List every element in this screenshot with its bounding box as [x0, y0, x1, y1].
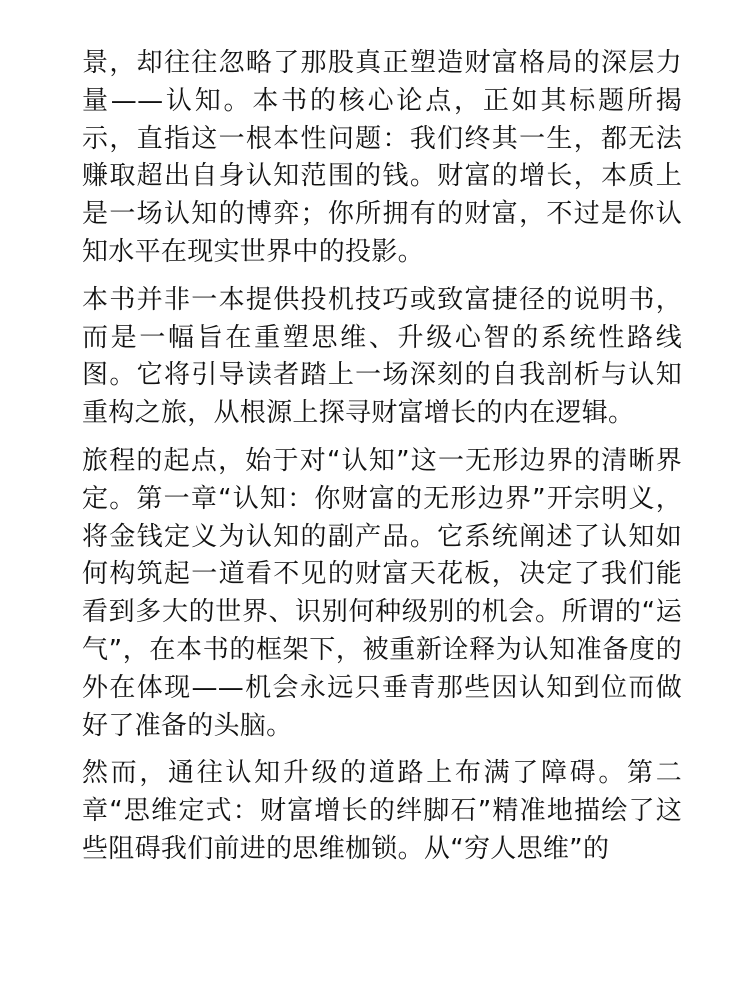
- paragraph-1: 景，却往往忽略了那股真正塑造财富格局的深层力量——认知。本书的核心论点，正如其标题所揭示，直指这一根本性问题：我们终其一生，都无法赚取超出自身认知范围的钱。财富的增长，本质上是一场认知的博弈；你所拥有的财富，不过是你认知水平在现实世界中的投影。: [82, 48, 682, 267]
- paragraph-2: 本书并非一本提供投机技巧或致富捷径的说明书，而是一幅旨在重塑思维、升级心智的系统性路线图。它将引导读者踏上一场深刻的自我剖析与认知重构之旅，从根源上探寻财富增长的内在逻辑。: [82, 284, 682, 429]
- paragraph-3: 旅程的起点，始于对“认知”这一无形边界的清晰界定。第一章“认知：你财富的无形边界”开宗明义，将金钱定义为认知的副产品。它系统阐述了认知如何构筑起一道看不见的财富天花板，决定了我们能看到多大的世界、识别何种级别的机会。所谓的“运气”，在本书的框架下，被重新诠释为认知准备度的外在体现——机会永远只垂青那些因认知到位而做好了准备的头脑。: [82, 445, 682, 741]
- paragraph-4: 然而，通往认知升级的道路上布满了障碍。第二章“思维定式：财富增长的绊脚石”精准地描绘了这些阻碍我们前进的思维枷锁。从“穷人思维”的: [82, 758, 682, 864]
- document-body: [82, 45, 682, 879]
